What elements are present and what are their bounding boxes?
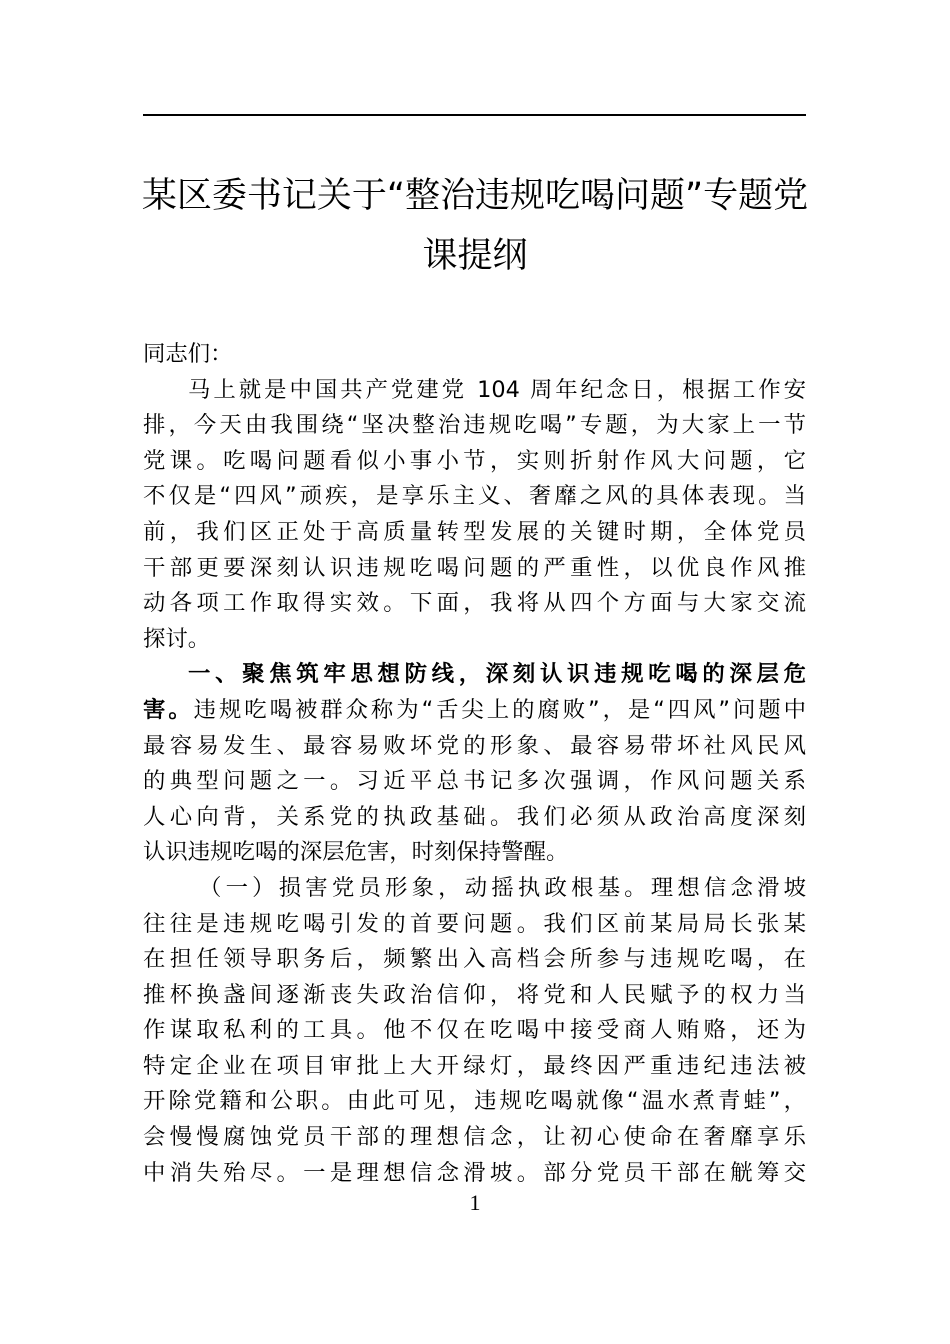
paragraph-line: 干部更要深刻认识违规吃喝问题的严重性，以优良作风推 bbox=[143, 554, 806, 581]
paragraph-line: 党课。吃喝问题看似小事小节，实则折射作风大问题，它 bbox=[143, 447, 806, 474]
paragraph-line: 探讨。 bbox=[143, 625, 211, 652]
document-body bbox=[143, 337, 806, 1191]
header-rule bbox=[143, 114, 806, 116]
title-line: 课提纲 bbox=[422, 236, 528, 276]
paragraph-line: 前，我们区正处于高质量转型发展的关键时期，全体党员 bbox=[143, 518, 806, 545]
section-heading: 一、聚焦筑牢思想防线，深刻认识违规吃喝的深层危 bbox=[188, 661, 806, 688]
title-line: 某区委书记关于“整治违规吃喝问题”专题党 bbox=[141, 176, 809, 216]
page-number: 1 bbox=[469, 1190, 481, 1215]
paragraph-line: 动各项工作取得实效。下面，我将从四个方面与大家交流 bbox=[143, 590, 806, 617]
paragraph-line: 在担任领导职务后，频繁出入高档会所参与违规吃喝，在 bbox=[143, 946, 806, 973]
paragraph-line: 最容易发生、最容易败坏党的形象、最容易带坏社风民风 bbox=[143, 732, 806, 759]
paragraph-line bbox=[143, 693, 806, 729]
paragraph-line: 认识违规吃喝的深层危害，时刻保持警醒。 bbox=[143, 839, 569, 866]
paragraph-line: 会慢慢腐蚀党员干部的理想信念，让初心使命在奢靡享乐 bbox=[143, 1124, 806, 1151]
subsection-1-paragraph bbox=[143, 871, 806, 1191]
paragraph-line: 人心向背，关系党的执政基础。我们必须从政治高度深刻 bbox=[143, 803, 806, 830]
paragraph-line: 开除党籍和公职。由此可见，违规吃喝就像“温水煮青蛙”， bbox=[143, 1088, 806, 1115]
document-title bbox=[130, 166, 820, 286]
intro-paragraph bbox=[143, 373, 806, 658]
paragraph-text: 违规吃喝被群众称为“舌尖上的腐败”，是“四风”问题中 bbox=[193, 696, 806, 723]
section-1-paragraph bbox=[143, 657, 806, 871]
paragraph-line: 的典型问题之一。习近平总书记多次强调，作风问题关系 bbox=[143, 768, 806, 795]
paragraph-line: 特定企业在项目审批上大开绿灯，最终因严重违纪违法被 bbox=[143, 1052, 806, 1079]
section-heading-tail: 害。 bbox=[143, 696, 194, 723]
paragraph-line: 不仅是“四风”顽疾，是享乐主义、奢靡之风的具体表现。当 bbox=[143, 483, 806, 510]
paragraph-line: 排，今天由我围绕“坚决整治违规吃喝”专题，为大家上一节 bbox=[143, 412, 806, 439]
paragraph-line: 中消失殆尽。一是理想信念滑坡。部分党员干部在觥筹交 bbox=[143, 1159, 806, 1186]
paragraph-line: 马上就是中国共产党建党 104 周年纪念日，根据工作安 bbox=[188, 376, 806, 403]
paragraph-line: 作谋取私利的工具。他不仅在吃喝中接受商人贿赂，还为 bbox=[143, 1017, 806, 1044]
salutation-line: 同志们： bbox=[143, 341, 233, 367]
paragraph-line: 往往是违规吃喝引发的首要问题。我们区前某局局长张某 bbox=[143, 910, 806, 937]
paragraph-line: 推杯换盏间逐渐丧失政治信仰，将党和人民赋予的权力当 bbox=[143, 981, 806, 1008]
salutation bbox=[143, 337, 806, 373]
paragraph-line: （一）损害党员形象，动摇执政根基。理想信念滑坡 bbox=[199, 874, 806, 901]
